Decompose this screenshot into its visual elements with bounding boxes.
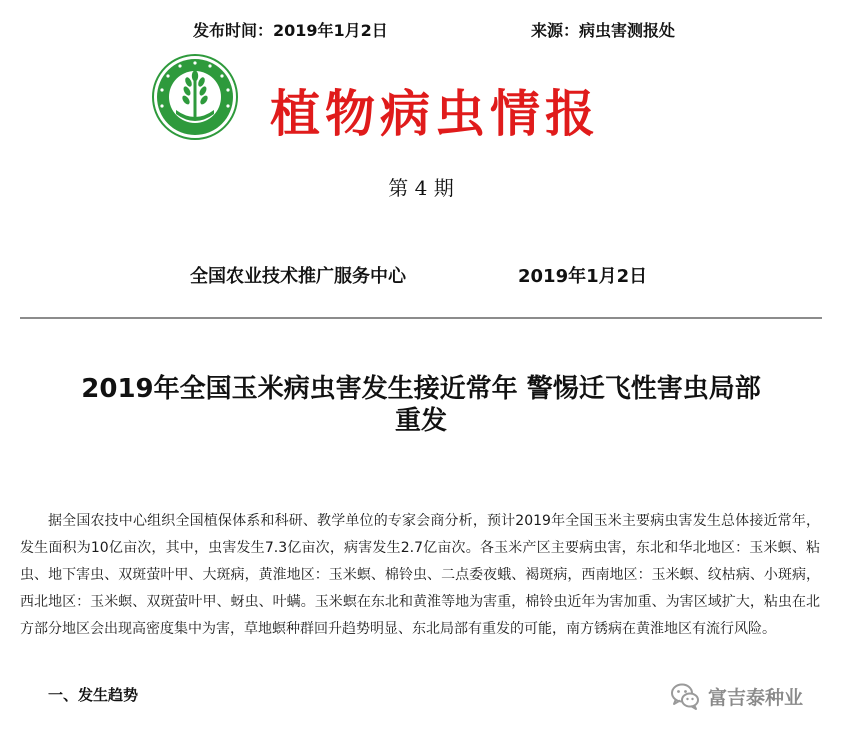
wechat-icon	[670, 681, 700, 711]
issue-number: 第 4 期	[388, 176, 454, 200]
publish-date: 发布时间：2019年1月2日	[193, 21, 388, 40]
headline-line: 重发	[394, 406, 447, 436]
journal-title: 植物病虫情报	[270, 84, 600, 143]
watermark-text: 富吉泰种业	[708, 686, 804, 709]
section-heading: 一、发生趋势	[48, 686, 139, 704]
watermark	[670, 680, 803, 712]
source-label: 来源：病虫害测报处	[531, 21, 676, 40]
article-body: 据全国农技中心组织全国植保体系和科研、教学单位的专家会商分析，预计2019年全国玉米主要病虫害发生总体接近常年，发生面积为10亿亩次，其中，虫害发生7.3亿亩次，病害发生2.7亿亩次。各玉米产区主要病虫害，东北和华北地区：玉米螟、粘虫、地下害虫、双斑萤叶甲、大斑病，黄淮地区：玉米螟、棉铃虫、二点委夜蛾、褐斑病，西南地区：玉米螟、纹枯病、小斑病，西北地区：玉米螟、双斑萤叶甲、蚜虫、叶螨。玉米螟在东北和黄淮等地为害重，棉铃虫近年为害加重、为害区域扩大，粘虫在北方部分地区会出现高密度集中为害，草地螟种群回升趋势明显、东北局部有重发的可能，南方锈病在黄淮地区有流行风险。	[20, 513, 820, 637]
article-headline	[18, 373, 824, 437]
divider	[20, 317, 822, 319]
natesc-logo-icon	[152, 54, 238, 140]
issue-date: 2019年1月2日	[518, 266, 648, 287]
publisher-name: 全国农业技术推广服务中心	[190, 266, 406, 287]
headline-line: 2019年全国玉米病虫害发生接近常年 警惕迁飞性害虫局部	[81, 374, 761, 404]
